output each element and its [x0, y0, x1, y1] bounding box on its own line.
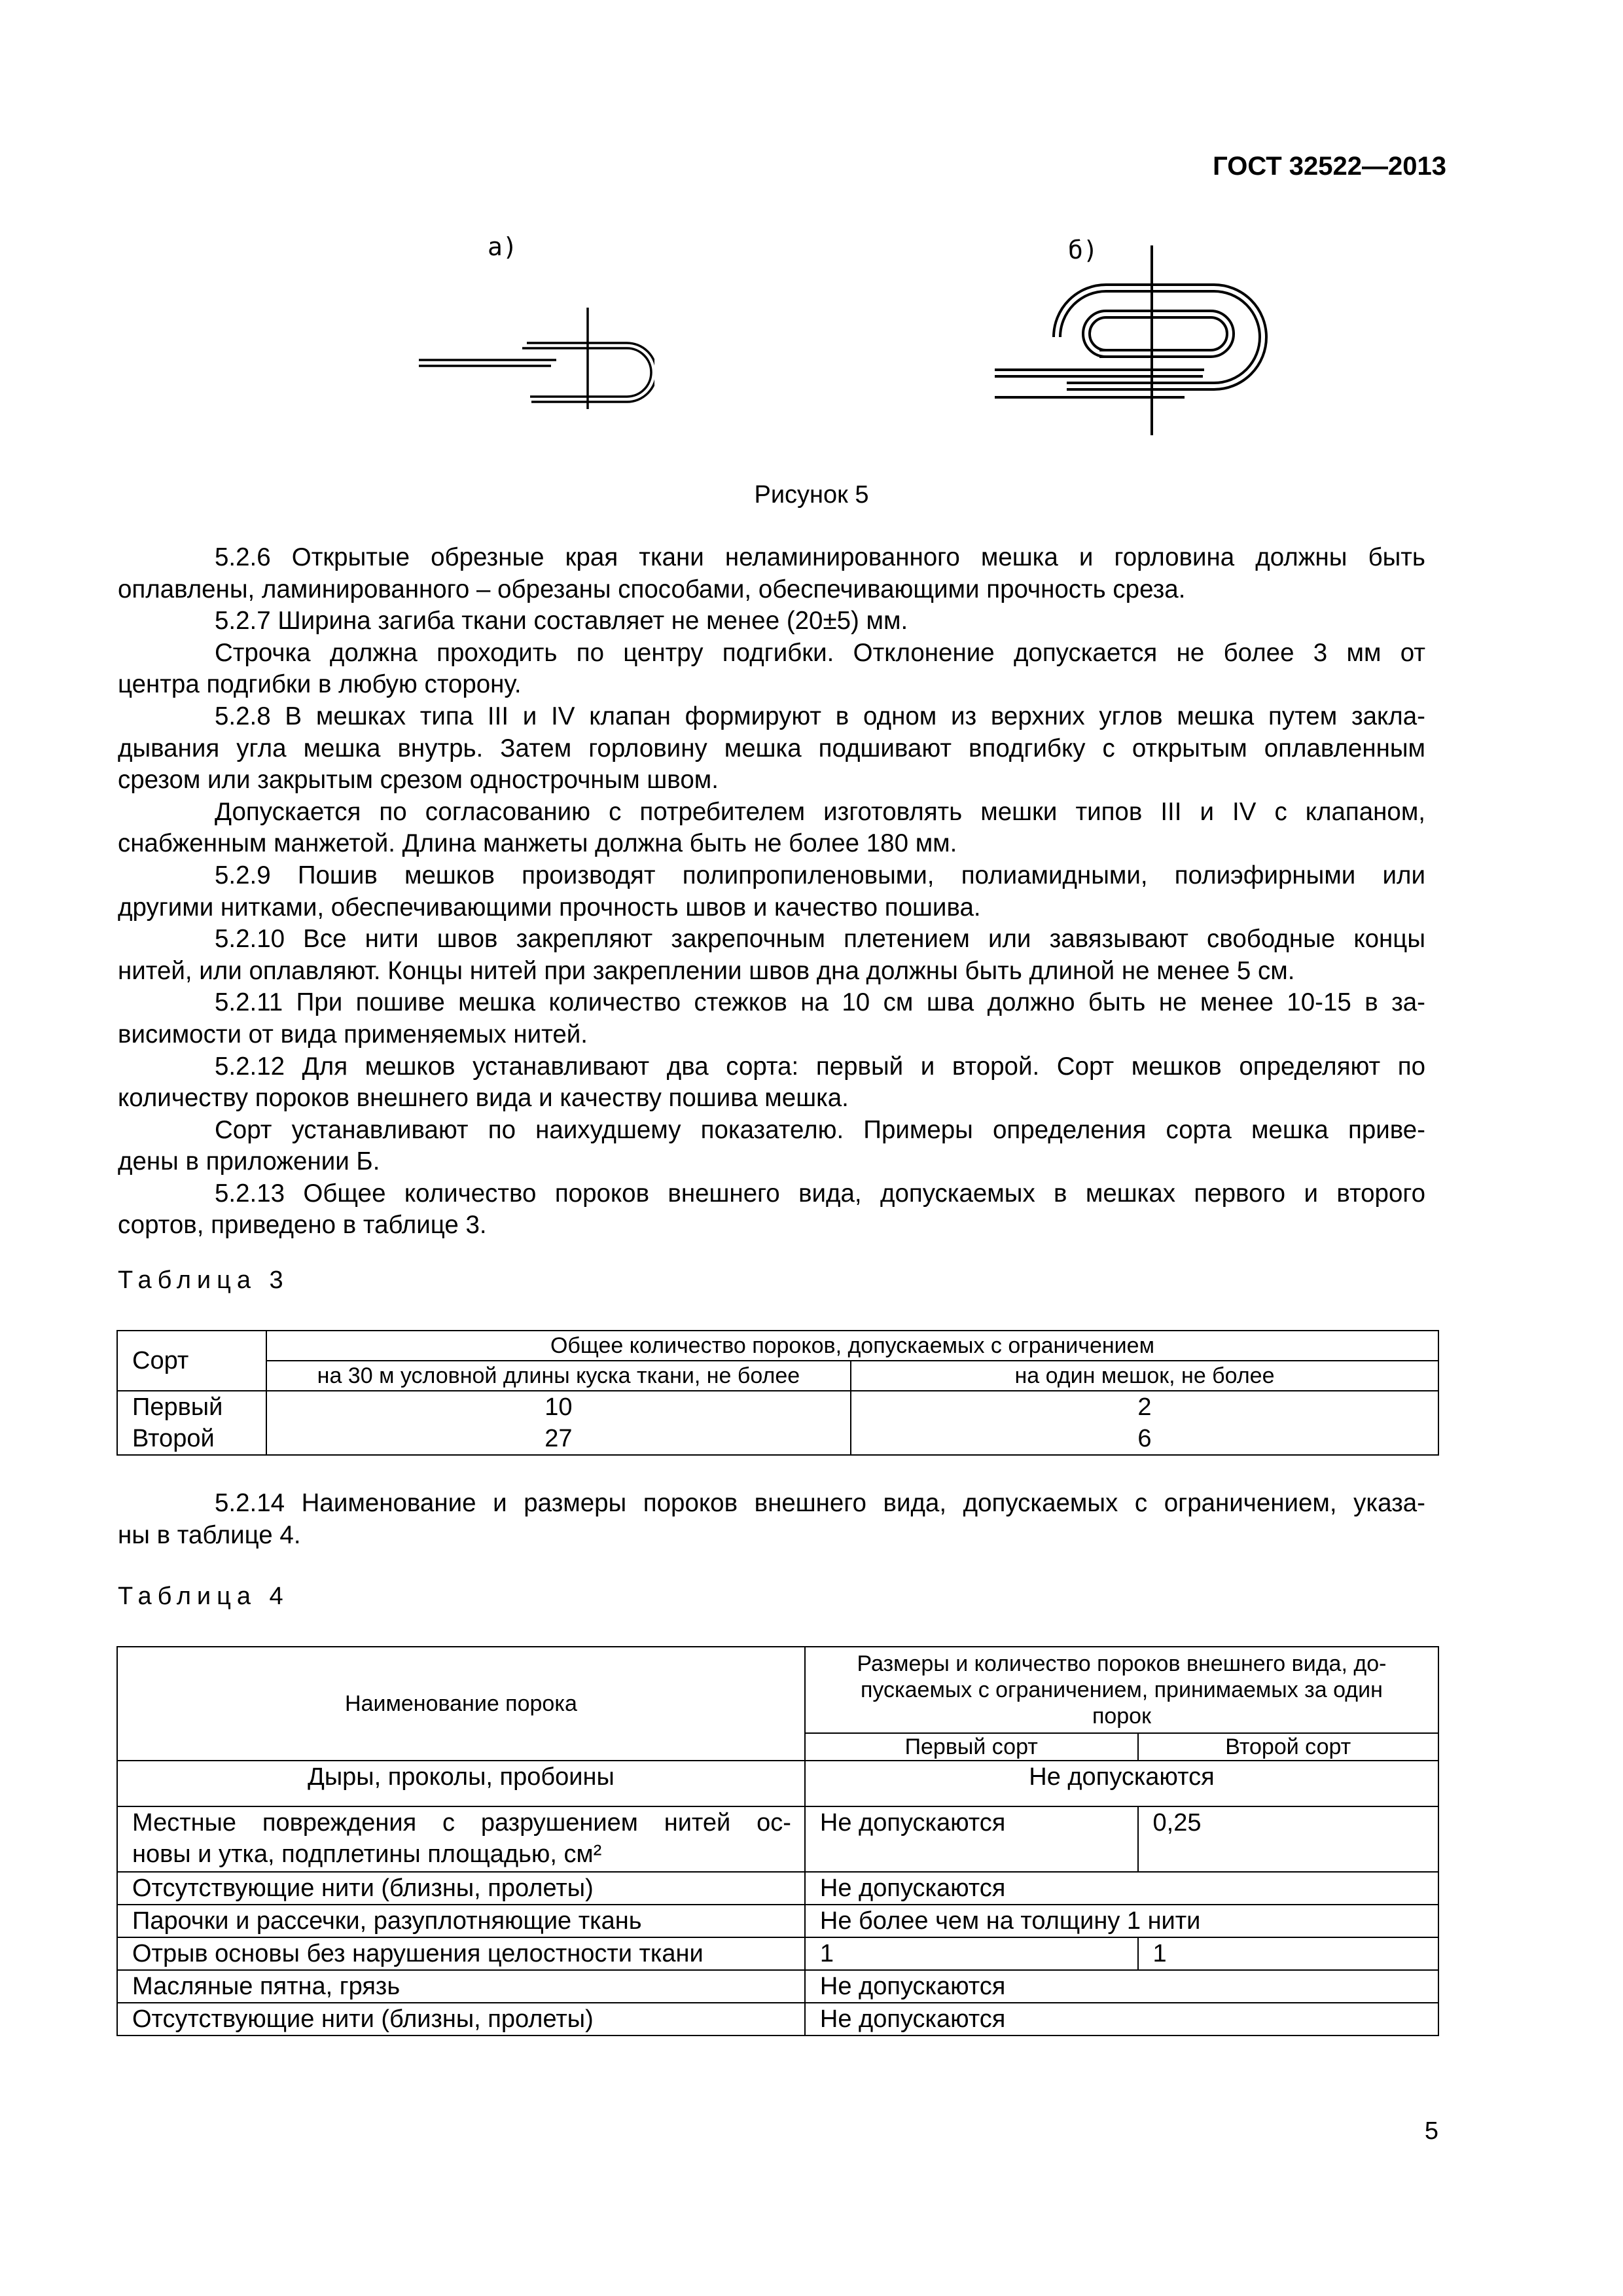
table4-header-name: Наименование порока — [117, 1647, 805, 1761]
body-text-after-table3 — [118, 1488, 1425, 1551]
table3-cell-per-bag: 6 — [851, 1423, 1438, 1455]
paragraph-line: Сорт устанавливают по наихудшему показателю. Примеры определения сорта мешка приве- — [215, 1115, 1425, 1144]
table4-cell-merged: Не допускаются — [805, 2003, 1438, 2036]
table4-cell-first: Не допускаются — [805, 1806, 1138, 1872]
table4-cell-second: 0,25 — [1138, 1806, 1439, 1872]
figure-caption: Рисунок 5 — [754, 481, 869, 509]
table4-cell-merged: Не допускаются — [805, 1872, 1438, 1905]
paragraph-line: Допускается по согласованию с потребителем изготовлять мешки типов III и IV с клапаном, — [215, 797, 1425, 826]
paragraph-line: 5.2.10 Все нити швов закрепляют закрепочным плетением или завязывают свободные концы — [215, 925, 1425, 954]
table-row — [117, 1761, 1438, 1806]
standard-code: ГОСТ 32522—2013 — [1213, 152, 1446, 181]
table-3 — [116, 1330, 1439, 1456]
table3-cell-per-30m: 27 — [266, 1423, 851, 1455]
table-row — [117, 1970, 1438, 2003]
paragraph-line: оплавлены, ламинированного – обрезаны способами, обеспечивающими прочность среза. — [118, 575, 1186, 603]
table4-group-header-line: Размеры и количество пороков внешнего вида, до- — [857, 1651, 1387, 1676]
paragraph-line: срезом или закрытым срезом однострочным швом. — [118, 766, 719, 795]
table-row — [117, 1937, 1438, 1970]
page-number: 5 — [1424, 2117, 1438, 2145]
table4-group-header — [805, 1647, 1438, 1733]
paragraph-line: 5.2.13 Общее количество пороков внешнего вида, допускаемых в мешках первого и второго — [215, 1179, 1425, 1208]
table-row — [117, 1806, 1438, 1872]
table4-cell-name: Парочки и рассечки, разуплотняющие ткань — [117, 1905, 805, 1937]
table3-cell-sort: Первый — [117, 1391, 266, 1423]
table4-cell-merged: Не допускаются — [805, 1970, 1438, 2003]
table4-cell-name — [117, 1806, 805, 1872]
paragraph-line: другими нитками, обеспечивающими прочность швов и качество пошива. — [118, 893, 981, 922]
table3-subheader-bag: на один мешок, не более — [851, 1361, 1438, 1391]
paragraph-line: сортов, приведено в таблице 3. — [118, 1211, 487, 1240]
table4-cell-merged: Не допускаются — [805, 1761, 1438, 1806]
table4-cell-merged: Не более чем на толщину 1 нити — [805, 1905, 1438, 1937]
paragraph-line: 5.2.7 Ширина загиба ткани составляет не менее (20±5) мм. — [215, 607, 908, 636]
paragraph-line: снабженным манжетой. Длина манжеты должна быть не более 180 мм. — [118, 829, 957, 858]
table4-cell-name: Отсутствующие нити (близны, пролеты) — [117, 1872, 805, 1905]
paragraph-line: количеству пороков внешнего вида и качеству пошива мешка. — [118, 1084, 849, 1113]
table4-group-header-line: порок — [1092, 1704, 1151, 1729]
figure-a-label: а) — [488, 232, 518, 261]
paragraph-line: дены в приложении Б. — [118, 1147, 380, 1176]
table4-cell-name: Дыры, проколы, пробоины — [117, 1761, 805, 1806]
table4-cell-name: Отсутствующие нити (близны, пролеты) — [117, 2003, 805, 2036]
table3-group-header: Общее количество пороков, допускаемых с ограничением — [266, 1331, 1438, 1361]
table4-subheader-second: Второй сорт — [1138, 1733, 1439, 1761]
table3-cell-per-bag: 2 — [851, 1391, 1438, 1423]
figure-a-fold-drawing — [406, 288, 654, 419]
figure-b-label: б) — [1068, 236, 1098, 264]
table-row — [117, 1423, 1438, 1455]
table4-cell-name: Масляные пятна, грязь — [117, 1970, 805, 2003]
paragraph-line: 5.2.14 Наименование и размеры пороков внешнего вида, допускаемых с ограничением, указа- — [215, 1489, 1425, 1517]
paragraph-line: 5.2.12 Для мешков устанавливают два сорта: первый и второй. Сорт мешков определяют по — [215, 1052, 1425, 1081]
table-row — [117, 2003, 1438, 2036]
paragraph-line: 5.2.11 При пошиве мешка количество стежков на 10 см шва должно быть не менее 10-15 в за- — [215, 988, 1425, 1017]
paragraph-line: нитей, или оплавляют. Концы нитей при закреплении швов дна должны быть длиной не менее 5 см. — [118, 956, 1295, 985]
table-row — [117, 1872, 1438, 1905]
table3-header-sort: Сорт — [117, 1331, 266, 1391]
table4-cell-first: 1 — [805, 1937, 1138, 1970]
body-text — [118, 542, 1425, 1242]
table3-cell-sort: Второй — [117, 1423, 266, 1455]
paragraph-line: висимости от вида применяемых нитей. — [118, 1020, 588, 1049]
table-row — [117, 1391, 1438, 1423]
table3-subheader-30m: на 30 м условной длины куска ткани, не более — [266, 1361, 851, 1391]
paragraph-line: 5.2.6 Открытые обрезные края ткани неламинированного мешка и горловина должны быть — [215, 543, 1425, 571]
paragraph-line: ны в таблице 4. — [118, 1520, 301, 1549]
table3-title: Таблица 3 — [118, 1266, 289, 1294]
paragraph-line: 5.2.9 Пошив мешков производят полипропиленовыми, полиамидными, полиэфирными или — [215, 861, 1425, 889]
table4-title: Таблица 4 — [118, 1583, 289, 1610]
table4-group-header-line: пускаемых с ограничением, принимаемых за один — [861, 1677, 1383, 1702]
table-row — [117, 1905, 1438, 1937]
table4-cell-name-line: Местные повреждения с разрушением нитей ос- — [132, 1809, 791, 1837]
figure-b-fold-drawing — [988, 245, 1276, 442]
table-4 — [116, 1646, 1439, 2036]
table4-subheader-first: Первый сорт — [805, 1733, 1138, 1761]
table4-cell-name-line: новы и утка, подплетины площадью, см² — [132, 1840, 602, 1868]
table4-cell-second: 1 — [1138, 1937, 1439, 1970]
table4-cell-name: Отрыв основы без нарушения целостности ткани — [117, 1937, 805, 1970]
paragraph-line: 5.2.8 В мешках типа III и IV клапан формируют в одном из верхних углов мешка путем закла- — [215, 702, 1425, 730]
paragraph-line: Строчка должна проходить по центру подгибки. Отклонение допускается не более 3 мм от — [215, 638, 1425, 667]
paragraph-line: дывания угла мешка внутрь. Затем горловину мешка подшивают вподгибку с открытым оплавленным — [118, 734, 1425, 762]
paragraph-line: центра подгибки в любую сторону. — [118, 670, 522, 699]
table3-cell-per-30m: 10 — [266, 1391, 851, 1423]
